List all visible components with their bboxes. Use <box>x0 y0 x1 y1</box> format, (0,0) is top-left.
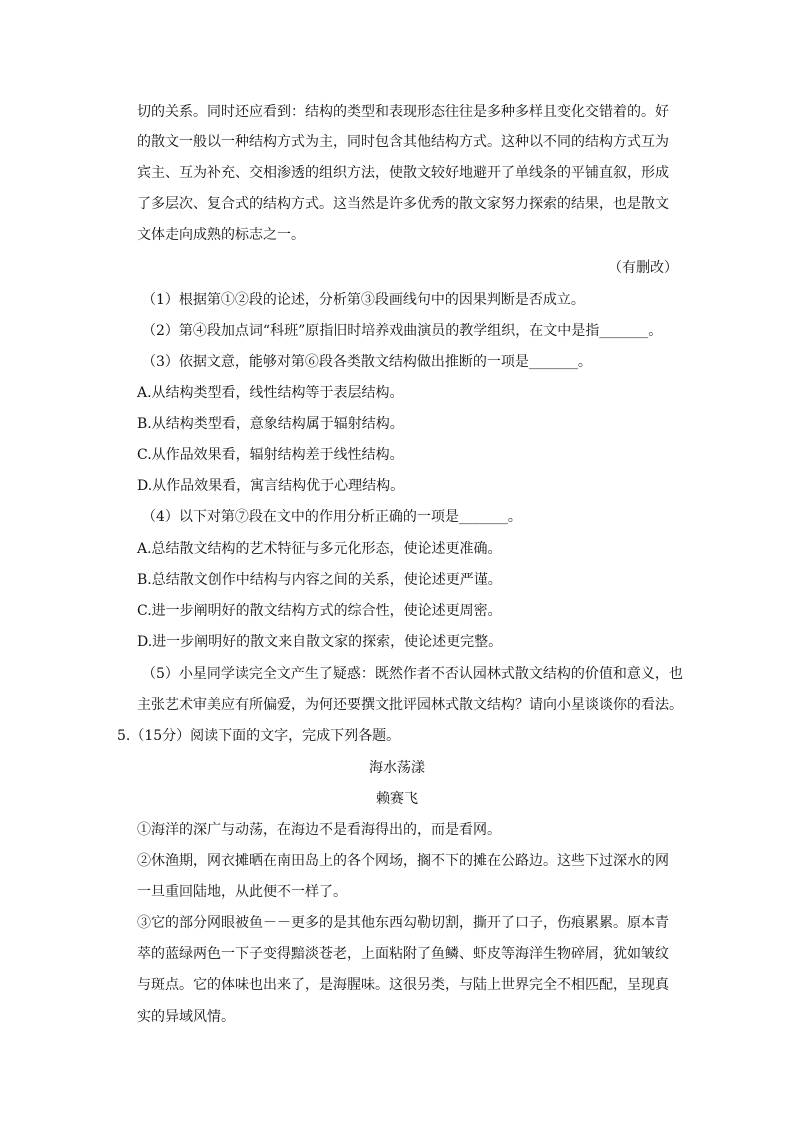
reading-title: 海水荡漾 <box>369 760 425 776</box>
reading-author: 赖赛飞 <box>376 791 418 807</box>
option-a: A.从结构类型看，线性结构等于表层结构。 <box>137 385 404 401</box>
question-5: （5）小星同学读完全文产生了疑惑：既然作者不否认园林式散文结构的价值和意义，也 <box>142 666 683 682</box>
question-4: （4）以下对第⑦段在文中的作用分析正确的一项是_______。 <box>142 509 522 525</box>
essay-line: 的散文一般以一种结构方式为主，同时包含其他结构方式。这种以不同的结构方式互为 <box>137 134 669 150</box>
reading-line: ②休渔期，网衣摊晒在南田岛上的各个网场，搁不下的摊在公路边。这些下过深水的网 <box>137 853 669 869</box>
option-b: B.从结构类型看，意象结构属于辐射结构。 <box>137 416 404 432</box>
section-header: 5.（15分）阅读下面的文字，完成下列各题。 <box>117 728 401 744</box>
question-3: （3）依据文意，能够对第⑥段各类散文结构做出推断的一项是_______。 <box>142 354 592 370</box>
essay-line: 了多层次、复合式的结构方式。这当然是许多优秀的散文家努力探索的结果，也是散文 <box>137 196 669 212</box>
source-note: （有删改） <box>608 260 678 276</box>
reading-line: 萃的蓝绿两色一下子变得黯淡苍老，上面粘附了鱼鳞、虾皮等海洋生物碎屑，犹如皱纹 <box>137 946 669 962</box>
question-1: （1）根据第①②段的论述，分析第③段画线句中的因果判断是否成立。 <box>142 292 585 308</box>
essay-line: 切的关系。同时还应看到：结构的类型和表现形态往往是多种多样且变化交错着的。好 <box>137 104 669 120</box>
essay-line: 宾主、互为补充、交相渗透的组织方法，使散文较好地避开了单线条的平铺直叙，形成 <box>137 165 669 181</box>
option-a: A.总结散文结构的艺术特征与多元化形态，使论述更准确。 <box>137 541 502 557</box>
option-c: C.从作品效果看，辐射结构差于线性结构。 <box>137 447 404 463</box>
reading-line: ①海洋的深广与动荡，在海边不是看海得出的，而是看网。 <box>137 822 501 838</box>
reading-line: ③它的部分网眼被鱼－－更多的是其他东西勾勒切割，撕开了口子，伤痕累累。原本青 <box>137 915 669 931</box>
option-d: D.进一步阐明好的散文来自散文家的探索，使论述更完整。 <box>137 634 503 650</box>
option-d: D.从作品效果看，寓言结构优于心理结构。 <box>137 478 405 494</box>
question-5-cont: 主张艺术审美应有所偏爱，为何还要撰文批评园林式散文结构？请向小星谈谈你的看法。 <box>137 697 683 713</box>
option-b: B.总结散文创作中结构与内容之间的关系，使论述更严谨。 <box>137 572 502 588</box>
reading-line: 实的异域风情。 <box>137 1009 235 1025</box>
essay-line: 文体走向成熟的标志之一。 <box>137 227 305 243</box>
question-2: （2）第④段加点词“科班”原指旧时培养戏曲演员的教学组织，在文中是指_______。 <box>142 323 663 339</box>
reading-line: 与斑点。它的体味也出来了，是海腥味。这很另类，与陆上世界完全不相匹配，呈现真 <box>137 977 669 993</box>
option-c: C.进一步阐明好的散文结构方式的综合性，使论述更周密。 <box>137 603 502 619</box>
reading-line: 一旦重回陆地，从此便不一样了。 <box>137 884 347 900</box>
